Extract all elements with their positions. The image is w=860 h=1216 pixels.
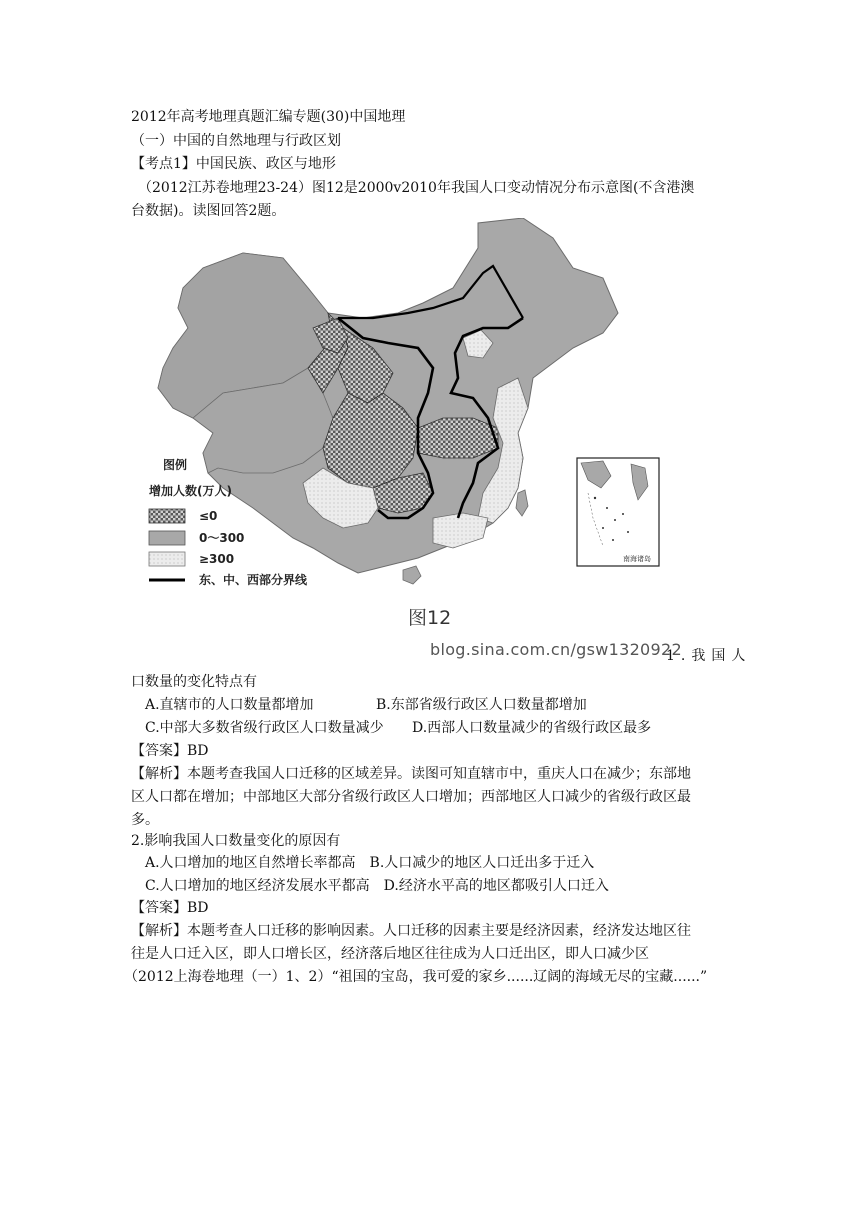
region-hubei bbox=[418, 418, 498, 458]
map-svg bbox=[133, 218, 663, 666]
q2-analysis-2: 往是人口迁入区，即人口增长区，经济落后地区往往成为人口迁出区，即人口减少区 bbox=[131, 946, 649, 962]
china-population-map bbox=[133, 218, 663, 666]
q1-option-a: A.直辖市的人口数量都增加 bbox=[145, 697, 314, 713]
legend-swatch-decrease bbox=[149, 509, 185, 523]
q1-stem-start: 1.我国人 bbox=[666, 648, 752, 664]
q1-analysis-1: 【解析】本题考查我国人口迁移的区域差异。读图可知直辖市中，重庆人口在减少；东部地 bbox=[131, 766, 691, 782]
q2-stem: 2.影响我国人口数量变化的原因有 bbox=[131, 833, 341, 849]
legend-swatch-increase bbox=[149, 552, 185, 566]
south-sea-inset bbox=[577, 458, 659, 566]
q2-options-ab: A.人口增加的地区自然增长率都高 B.人口减少的地区人口迁出多于迁入 bbox=[145, 855, 595, 871]
q1-analysis-3: 多。 bbox=[131, 812, 159, 828]
legend-item-boundary: 东、中、西部分界线 bbox=[199, 573, 308, 587]
q2-answer: 【答案】BD bbox=[131, 900, 209, 916]
q1-stem: 口数量的变化特点有 bbox=[131, 674, 257, 690]
legend-item-increase: ≥300 bbox=[199, 552, 235, 566]
figure-caption: 图12 bbox=[408, 607, 452, 629]
q1-analysis-2: 区人口都在增加；中部地区大部分省级行政区人口增加；西部地区人口减少的省级行政区最 bbox=[131, 789, 691, 805]
q2-analysis-1: 【解析】本题考查人口迁移的影响因素。人口迁移的因素主要是经济因素，经济发达地区往 bbox=[131, 923, 691, 939]
legend-title: 图例 bbox=[163, 458, 188, 472]
legend-item-decrease: ≤0 bbox=[199, 509, 218, 523]
q1-option-b: B.东部省级行政区人口数量都增加 bbox=[376, 697, 587, 713]
q2-options-cd: C.人口增加的地区经济发展水平都高 D.经济水平高的地区都吸引人口迁入 bbox=[145, 878, 609, 894]
legend-subtitle: 增加人数(万人) bbox=[149, 484, 232, 498]
doc-title: 2012年高考地理真题汇编专题(30)中国地理 bbox=[131, 109, 406, 125]
section-heading: （一）中国的自然地理与行政区划 bbox=[131, 133, 341, 149]
intro-line-1: （2012江苏卷地理23-24）图12是2000v2010年我国人口变动情况分布示意图(不含港澳 bbox=[138, 180, 695, 196]
inset-label: 南海诸岛 bbox=[623, 555, 651, 563]
watermark: blog.sina.com.cn/gsw1320922 bbox=[430, 640, 682, 659]
region-guangdong bbox=[433, 513, 488, 548]
q1-option-d: D.西部人口数量减少的省级行政区最多 bbox=[412, 720, 652, 736]
intro-line-2: 台数据)。读图回答2题。 bbox=[131, 203, 286, 219]
next-question-intro: （2012上海卷地理（一）1、2）“祖国的宝岛，我可爱的家乡......辽阔的海域无尽的宝藏......” bbox=[124, 969, 708, 985]
exam-point-heading: 【考点1】中国民族、政区与地形 bbox=[131, 156, 336, 172]
region-hainan bbox=[403, 566, 421, 584]
region-taiwan bbox=[516, 490, 528, 516]
q1-option-c: C.中部大多数省级行政区人口数量减少 bbox=[145, 720, 384, 736]
q1-answer: 【答案】BD bbox=[131, 743, 209, 759]
legend-swatch-mid bbox=[149, 531, 185, 545]
legend-item-mid: 0～300 bbox=[199, 531, 245, 545]
